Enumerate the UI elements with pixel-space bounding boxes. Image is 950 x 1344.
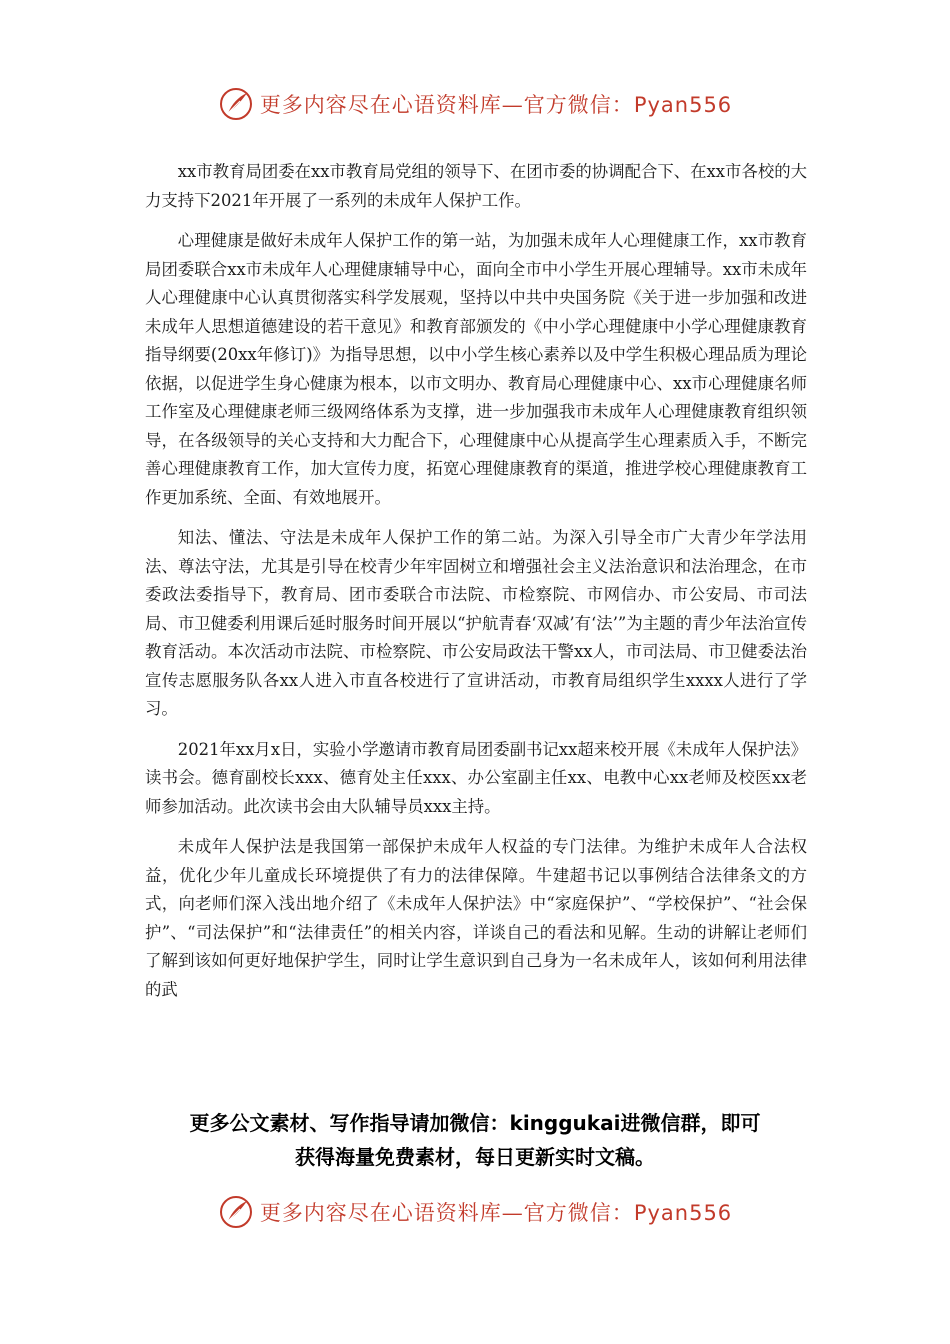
footer-wechat-id: Pyan556: [633, 1201, 733, 1225]
promo-notice: [0, 1106, 950, 1174]
feather-logo-icon: [218, 86, 254, 122]
footer-banner: [0, 1190, 950, 1234]
document-body: [145, 158, 807, 1016]
feather-logo-icon: [218, 1194, 254, 1230]
paragraph: xx市教育局团委在xx市教育局党组的领导下、在团市委的协调配合下、在xx市各校的大力支持下2021年开展了一系列的未成年人保护工作。: [145, 162, 807, 210]
paragraph: 2021年xx月x日，实验小学邀请市教育局团委副书记xx超来校开展《未成年人保护法》读书会。德育副校长xxx、德育处主任xxx、办公室副主任xx、电教中心xx老师及校医xx老师参加活动。此次读书会由大队辅导员xxx主持。: [145, 739, 807, 816]
header-banner: [0, 82, 950, 126]
paragraph: 心理健康是做好未成年人保护工作的第一站，为加强未成年人心理健康工作，xx市教育局团委联合xx市未成年人心理健康辅导中心，面向全市中小学生开展心理辅导。xx市未成年人心理健康中心认真贯彻落实科学发展观，坚持以中共中央国务院《关于进一步加强和改进未成年人思想道德建设的若干意见》和教育部颁发的《中小学心理健康中小学心理健康教育指导纲要(20xx年修订)》为指导思想，以中小学生核心素养以及中学生积极心理品质为理论依据，以促进学生身心健康为根本，以市文明办、教育局心理健康中心、xx市心理健康名师工作室及心理健康老师三级网络体系为支撑，进一步加强我市未成年人心理健康教育组织领导，在各级领导的关心支持和大力配合下，心理健康中心从提高学生心理素质入手，不断完善心理健康教育工作，加大宣传力度，拓宽心理健康教育的渠道，推进学校心理健康教育工作更加系统、全面、有效地展开。: [145, 231, 807, 507]
footer-brand-text: 更多内容尽在心语资料库—官方微信：Pyan556: [259, 1201, 733, 1225]
header-brand-text: 更多内容尽在心语资料库—官方微信：Pyan556: [259, 93, 733, 117]
paragraph: 知法、懂法、守法是未成年人保护工作的第二站。为深入引导全市广大青少年学法用法、尊法守法，尤其是引导在校青少年牢固树立和增强社会主义法治意识和法治理念，在市委政法委指导下，教育局、团市委联合市法院、市检察院、市网信办、市公安局、市司法局、市卫健委利用课后延时服务时间开展以“护航青春‘双减’有‘法’”为主题的青少年法治宣传教育活动。本次活动市法院、市检察院、市公安局政法干警xx人，市司法局、市卫健委法治宣传志愿服务队各xx人进入市直各校进行了宣讲活动，市教育局组织学生xxxx人进行了学习。: [145, 528, 807, 718]
promo-line-2: 获得海量免费素材，每日更新实时文稿。: [295, 1145, 655, 1169]
header-wechat-id: Pyan556: [633, 93, 733, 117]
paragraph: 未成年人保护法是我国第一部保护未成年人权益的专门法律。为维护未成年人合法权益，优化少年儿童成长环境提供了有力的法律保障。牛建超书记以事例结合法律条文的方式，向老师们深入浅出地介绍了《未成年人保护法》中“家庭保护”、“学校保护”、“社会保护”、“司法保护”和“法律责任”的相关内容，详谈自己的看法和见解。生动的讲解让老师们了解到该如何更好地保护学生，同时让学生意识到自己身为一名未成年人，该如何利用法律的武: [145, 837, 807, 999]
promo-line-1: 更多公文素材、写作指导请加微信：kinggukai进微信群，即可: [189, 1111, 761, 1135]
